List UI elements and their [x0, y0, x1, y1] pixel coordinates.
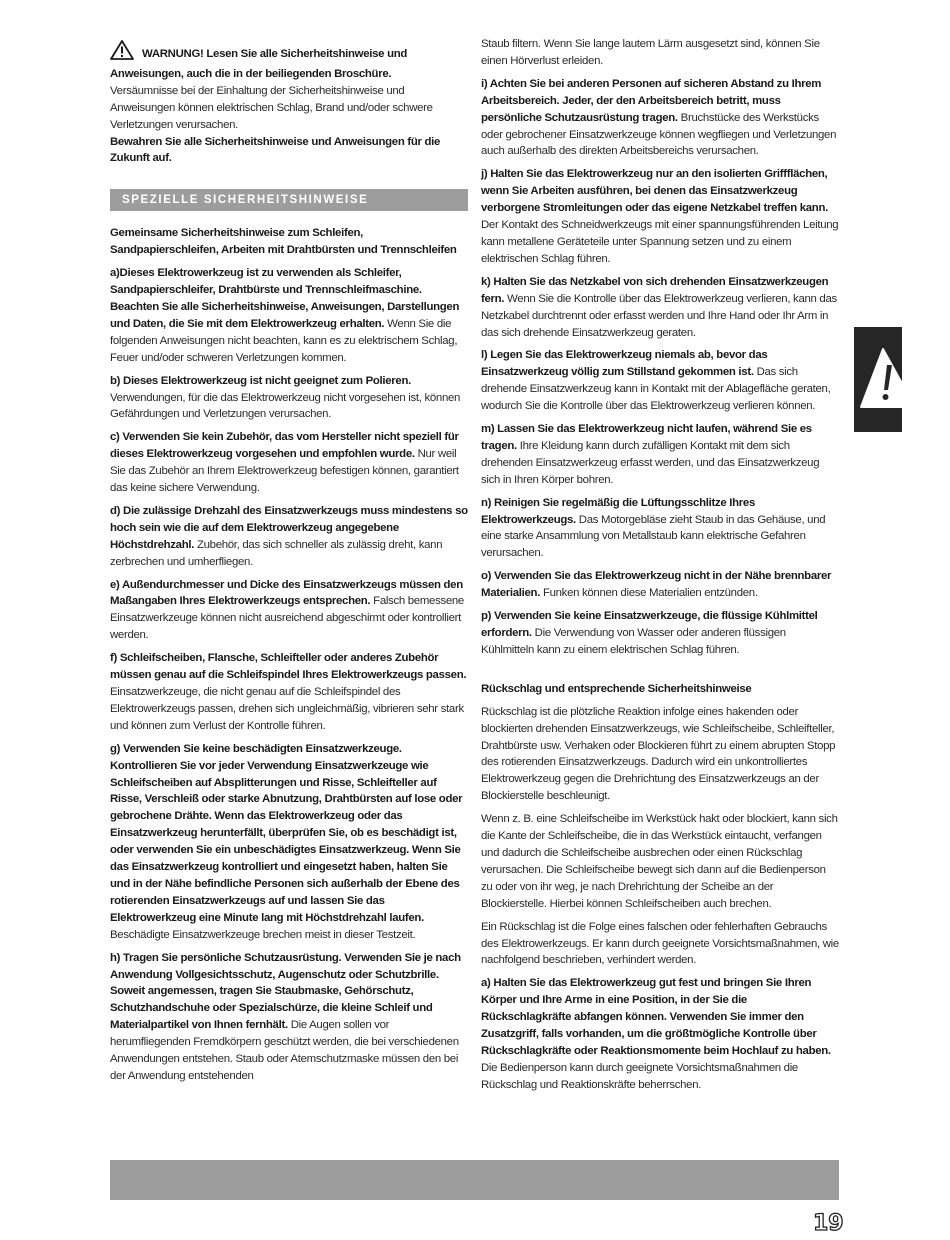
- warning-text: Versäumnisse bei der Einhaltung der Sicherheitshinweise und Anweisungen können elektrischen Schlag, Brand und/oder schwere Verletzungen verursachen.: [110, 84, 433, 131]
- list-item: p) Verwenden Sie keine Einsatzwerkzeuge, die flüssige Kühlmittel erfordern. Die Verwendung von Wasser oder anderen flüssigen Kühlmitteln kann zu einem elektrischen Schlag führen.: [481, 610, 818, 656]
- kickback-paragraph: Ein Rückschlag ist die Folge eines falschen oder fehlerhaften Gebrauchs des Elektrowerkzeugs. Er kann durch geeignete Vorsichtsmaßnahmen, wie nachfolgend beschrieben, verhindert werden.: [481, 920, 839, 967]
- kickback-heading: Rückschlag und entsprechende Sicherheitshinweise: [481, 682, 752, 695]
- list-item: o) Verwenden Sie das Elektrowerkzeug nicht in der Nähe brennbarer Materialien. Funken können diese Materialien entzünden.: [481, 570, 832, 600]
- list-item: m) Lassen Sie das Elektrowerkzeug nicht laufen, während Sie es tragen. Ihre Kleidung kann durch zufälligen Kontakt mit dem sich drehenden Einsatzwerkzeug erfasst werden, und das Einsatzwerkzeug sich in Ihren Körper bohren.: [481, 423, 820, 486]
- list-item: b) Dieses Elektrowerkzeug ist nicht geeignet zum Polieren. Verwendungen, für die das Elektrowerkzeug nicht vorgesehen ist, können Gefährdungen und Verletzungen verursachen.: [110, 374, 461, 421]
- list-item: a)Dieses Elektrowerkzeug ist zu verwenden als Schleifer, Sandpapierschleifer, Drahtbürste und Trennschleifmaschine. Beachten Sie alle Sicherheitshinweise, Anweisungen, Darstellungen und Daten, die Sie mit dem Elektrowerkzeug erhalten. Wenn Sie die folgenden Anweisungen nicht beachten, kann es zu elektrischem Schlag, Feuer und/oder schweren Verletzungen kommen.: [110, 267, 460, 364]
- list-item: j) Halten Sie das Elektrowerkzeug nur an den isolierten Griffflächen, wenn Sie Arbeiten ausführen, bei denen das Einsatzwerkzeug verborgene Stromleitungen oder das eigene Netzkabel treffen kann. Der Kontakt des Schneidwerkzeugs mit einer spannungsführenden Leitung kann metallene Geräteteile unter Spannung setzen und zu einem elektrischen Schlag führen.: [481, 168, 839, 265]
- warning-keep-instructions: Bewahren Sie alle Sicherheitshinweise und Anweisungen für die Zukunft auf.: [110, 135, 441, 165]
- exclamation-icon: [857, 345, 917, 415]
- section-subheading: Gemeinsame Sicherheitshinweise zum Schleifen, Sandpapierschleifen, Arbeiten mit Drahtbürsten und Trennschleifen: [110, 227, 457, 257]
- list-item: d) Die zulässige Drehzahl des Einsatzwerkzeugs muss mindestens so hoch sein wie die auf dem Elektrowerkzeug angegebene Höchstdrehzahl. Zubehör, das sich schneller als zulässig dreht, kann zerbrechen und umherfliegen.: [110, 504, 468, 568]
- list-item: g) Verwenden Sie keine beschädigten Einsatzwerkzeuge. Kontrollieren Sie vor jeder Verwendung Einsatzwerkzeuge wie Schleifscheiben auf Absplitterungen und Risse, Schleifteller auf Risse, Verschleiß oder starke Abnutzung, Drahtbürsten auf lose oder gebrochene Drähte. Wenn das Elektrowerkzeug oder das Einsatzwerkzeug herunterfällt, überprüfen Sie, ob es beschädigt ist, oder verwenden Sie ein unbeschädigtes Einsatzwerkzeug. Wenn Sie das Einsatzwerkzeug kontrolliert und eingesetzt haben, halten Sie und in der Nähe befindliche Personen sich außerhalb der Ebene des rotierenden Einsatzwerkzeugs auf und lassen Sie das Elektrowerkzeug eine Minute lang mit Höchstdrehzahl laufen. Beschädigte Einsatzwerkzeuge brechen meist in dieser Testzeit.: [110, 742, 463, 941]
- list-item: a) Halten Sie das Elektrowerkzeug gut fest und bringen Sie Ihren Körper und Ihre Arme in eine Position, in der Sie die Rückschlagkräfte abfangen können. Verwenden Sie immer den Zusatzgriff, falls vorhanden, um die größtmögliche Kontrolle über Rückschlagkräfte oder Reaktionsmomente beim Hochlauf zu haben. Die Bedienperson kann durch geeignete Vorsichtsmaßnahmen die Rückschlag und Reaktionskräfte beherrschen.: [481, 977, 831, 1091]
- list-item: i) Achten Sie bei anderen Personen auf sicheren Abstand zu Ihrem Arbeitsbereich. Jeder, der den Arbeitsbereich betritt, muss persönliche Schutzausrüstung tragen. Bruchstücke des Werkstücks oder gebrochener Einsatzwerkzeuge können wegfliegen und Verletzungen auch außerhalb des direkten Arbeitsbereichs verursachen.: [481, 77, 837, 158]
- kickback-paragraph: Wenn z. B. eine Schleifscheibe im Werkstück hakt oder blockiert, kann sich die Kante der Schleifscheibe, die in das Werkstück eintaucht, verfangen und dadurch die Schleifscheibe ausbrechen oder einen Rückschlag verursachen. Die Schleifscheibe bewegt sich dann auf die Bedienperson zu oder von ihr weg, je nach Drehrichtung der Scheibe an der Blockierstelle. Hierbei können Schleifscheiben auch brechen.: [481, 813, 838, 910]
- warning-heading: WARNUNG! Lesen Sie alle Sicherheitshinweise und Anweisungen, auch die in der beiliegenden Broschüre.: [110, 48, 408, 80]
- list-item: c) Verwenden Sie kein Zubehör, das vom Hersteller nicht speziell für dieses Elektrowerkzeug vorgesehen und empfohlen wurde. Nur weil Sie das Zubehör an Ihrem Elektrowerkzeug befestigen können, garantiert das keine sichere Verwendung.: [110, 431, 459, 495]
- right-column: [481, 36, 839, 1100]
- continued-text: Staub filtern. Wenn Sie lange lautem Lärm ausgesetzt sind, können Sie einen Hörverlust erleiden.: [481, 38, 820, 67]
- list-item: h) Tragen Sie persönliche Schutzausrüstung. Verwenden Sie je nach Anwendung Vollgesichtsschutz, Augenschutz oder Schutzbrille. Soweit angemessen, tragen Sie Staubmaske, Gehörschutz, Schutzhandschuhe oder Spezialschürze, die kleine Schleif und Materialpartikel von Ihnen fernhält. Die Augen sollen vor herumfliegenden Fremdkörpern geschützt werden, die bei verschiedenen Anwendungen entstehen. Staub oder Atemschutzmaske müssen den bei der Anwendung entstehenden: [110, 951, 461, 1082]
- list-item: k) Halten Sie das Netzkabel von sich drehenden Einsatzwerkzeugen fern. Wenn Sie die Kontrolle über das Elektrowerkzeug verlieren, kann das Netzkabel durchtrennt oder erfasst werden und Ihre Hand oder Ihr Arm in das sich drehende Einsatzwerkzeug geraten.: [481, 275, 837, 339]
- left-column: [110, 36, 468, 1091]
- page-number: 19: [813, 1211, 844, 1236]
- section-title-bar: SPEZIELLE SICHERHEITSHINWEISE: [110, 189, 468, 211]
- warning-side-tab: [854, 327, 902, 432]
- kickback-paragraph: Rückschlag ist die plötzliche Reaktion infolge eines hakenden oder blockierten drehenden Einsatzwerkzeugs, wie Schleifscheibe, Schleifteller, Drahtbürste usw. Verhaken oder Blockieren führt zu einem abrupten Stopp des rotierenden Einsatzwerkzeugs. Dadurch wird ein unkontrolliertes Elektrowerkzeug gegen die Drehrichtung des Einsatzwerkzeugs an der Blockierstelle beschleunigt.: [481, 705, 836, 803]
- list-item: e) Außendurchmesser und Dicke des Einsatzwerkzeugs müssen den Maßangaben Ihres Elektrowerkzeugs entsprechen. Falsch bemessene Einsatzwerkzeuge können nicht ausreichend abgeschirmt oder kontrolliert werden.: [110, 578, 464, 642]
- list-item: n) Reinigen Sie regelmäßig die Lüftungsschlitze Ihres Elektrowerkzeugs. Das Motorgebläse zieht Staub in das Gehäuse, und eine starke Ansammlung von Metallstaub kann elektrische Gefahren verursachen.: [481, 496, 826, 560]
- list-item: l) Legen Sie das Elektrowerkzeug niemals ab, bevor das Einsatzwerkzeug völlig zum Stillstand gekommen ist. Das sich drehende Einsatzwerkzeug kann in Kontakt mit der Ablagefläche geraten, wodurch Sie die Kontrolle über das Elektrowerkzeug verlieren können.: [481, 349, 831, 413]
- warning-triangle-icon: [110, 40, 136, 66]
- warning-block: [110, 40, 468, 167]
- footer-bar: [110, 1160, 839, 1200]
- list-item: f) Schleifscheiben, Flansche, Schleifteller oder anderes Zubehör müssen genau auf die Schleifspindel Ihres Elektrowerkzeugs passen. Einsatzwerkzeuge, die nicht genau auf die Schleifspindel des Elektrowerkzeugs passen, drehen sich ungleichmäßig, vibrieren sehr stark und können zum Verlust der Kontrolle führen.: [110, 652, 467, 732]
